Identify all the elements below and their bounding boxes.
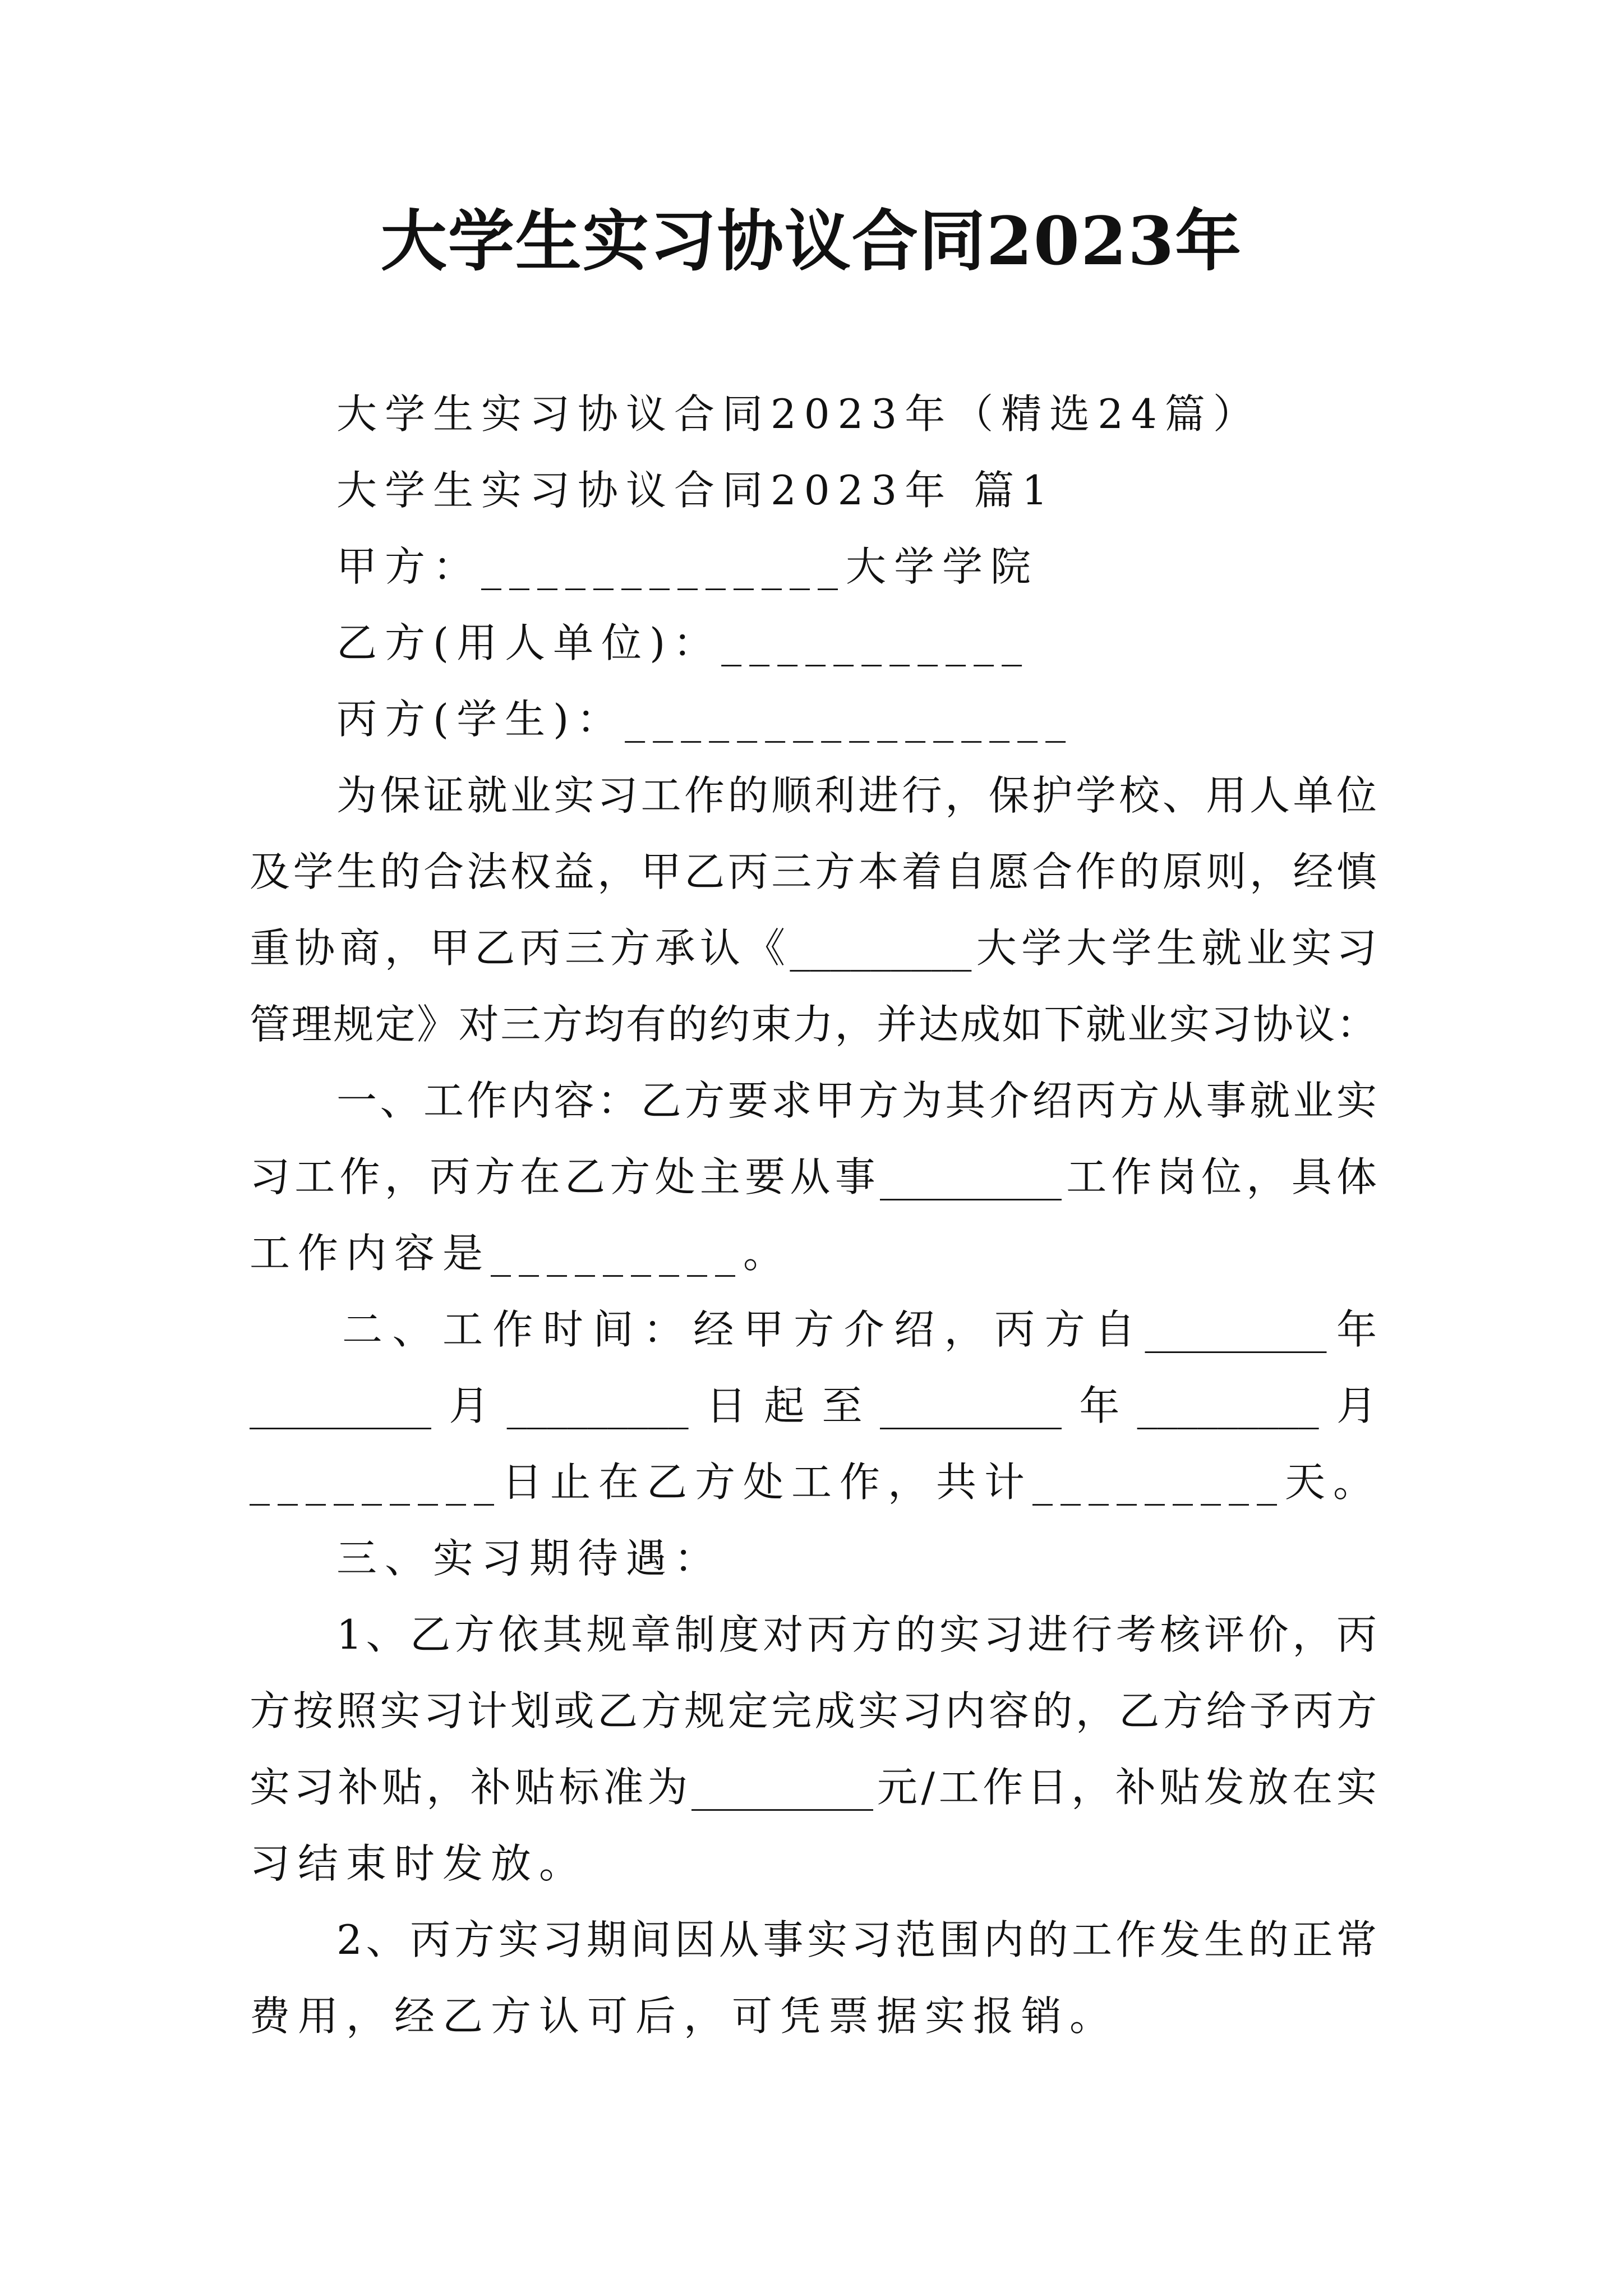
intro-line: 及学生的合法权益，甲乙丙三方本着自愿合作的原则，经慎 [250, 848, 1377, 895]
clause-1-line: 一、工作内容：乙方要求甲方为其介绍丙方从事就业实 [336, 1077, 1377, 1124]
subtitle: 大学生实习协议合同2023年（精选24篇） [336, 390, 1261, 438]
intro-line: 重协商，甲乙丙三方承认《_________大学大学生就业实习 [250, 924, 1377, 972]
clause-2-line: _________日止在乙方处工作，共计_________天。 [250, 1458, 1382, 1506]
section-heading: 大学生实习协议合同2023年 篇1 [336, 467, 1055, 514]
clause-3-1-line: 习结束时发放。 [250, 1840, 588, 1887]
clause-2-line: 二、工作时间：经甲方介绍，丙方自_________年 [342, 1306, 1377, 1353]
party-b-line: 乙方(用人单位)：___________ [336, 619, 1030, 666]
clause-2-line: _________月_________日起至_________年_________月 [250, 1382, 1377, 1429]
clause-3-2-line: 费用，经乙方认可后，可凭票据实报销。 [250, 1993, 1118, 2040]
intro-line: 为保证就业实习工作的顺利进行，保护学校、用人单位 [336, 772, 1377, 819]
clause-3-1-line: 方按照实习计划或乙方规定完成实习内容的，乙方给予丙方 [250, 1687, 1377, 1734]
party-c-line: 丙方(学生)：________________ [336, 696, 1074, 743]
intro-line: 管理规定》对三方均有的约束力，并达成如下就业实习协议： [250, 1001, 1377, 1048]
clause-1-line: 工作内容是_________。 [250, 1230, 792, 1277]
clause-3-heading: 三、实习期待遇： [336, 1535, 723, 1582]
clause-3-1-line: 1、乙方依其规章制度对丙方的实习进行考核评价，丙 [336, 1611, 1377, 1658]
party-a-line: 甲方：_____________大学学院 [336, 543, 1039, 590]
clause-3-1-line: 实习补贴，补贴标准为_________元/工作日，补贴发放在实 [250, 1764, 1377, 1811]
clause-3-2-line: 2、丙方实习期间因从事实习范围内的工作发生的正常 [336, 1916, 1377, 1963]
clause-1-line: 习工作，丙方在乙方处主要从事_________工作岗位，具体 [250, 1153, 1377, 1200]
document-title: 大学生实习协议合同2023年 [380, 202, 1243, 280]
